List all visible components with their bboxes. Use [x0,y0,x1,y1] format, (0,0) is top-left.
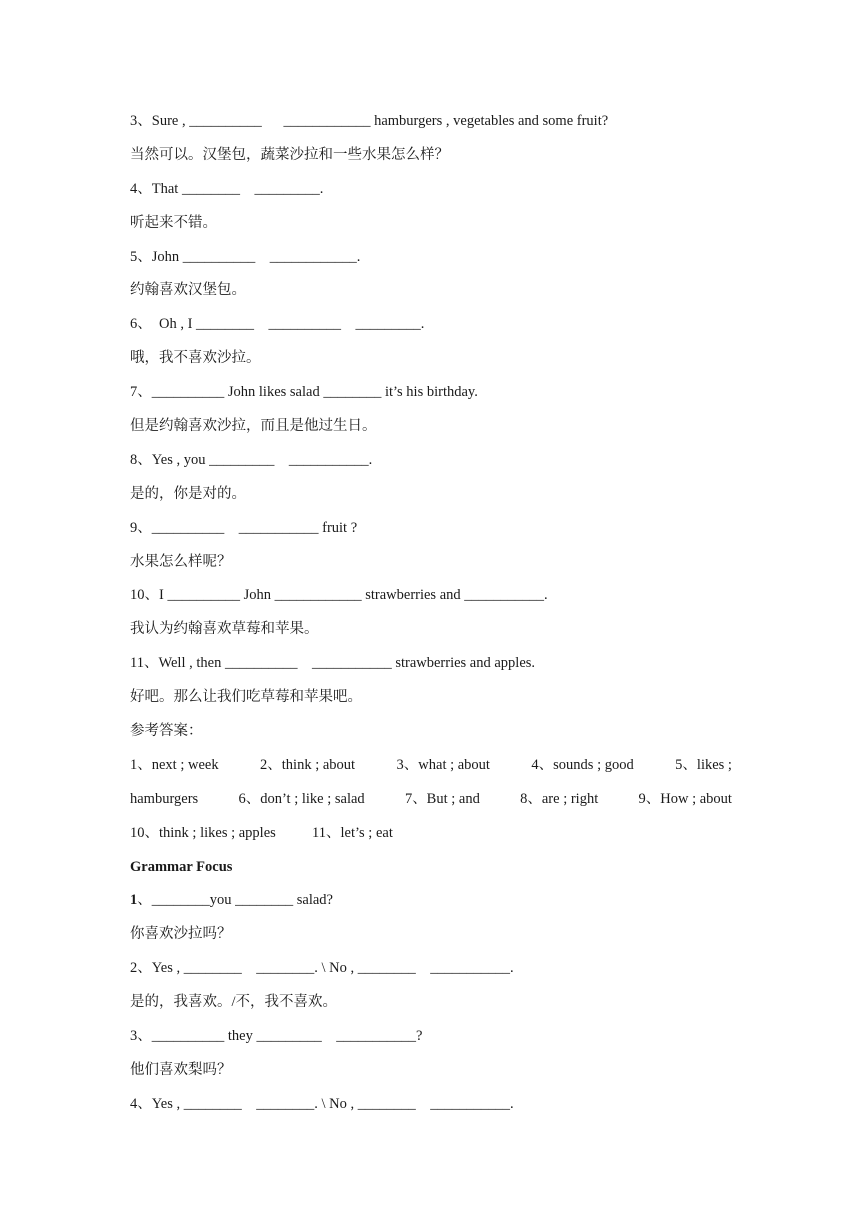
exercise-item-7-en: 7、__________ John likes salad ________ it’s his birthday. [130,384,478,401]
answer-item: 5、likes ; [675,756,732,773]
exercise-item-9-en: 9、__________ ___________ fruit ? [130,519,358,536]
answer-item: hamburgers [130,790,199,807]
grammar-item-4-en: 4、Yes , ________ ________. \ No , ________ ___________. [130,1095,514,1112]
answers-row-1 [130,752,732,786]
grammar-item-3-en: 3、__________ they _________ ___________? [130,1028,423,1045]
answer-item: 3、what ; about [396,756,490,773]
answer-item: 4、sounds ; good [531,756,634,773]
exercise-item-10-en: 10、I __________ John ____________ strawberries and ___________. [130,587,548,604]
exercise-item-5-zh: 约翰喜欢汉堡包。 [130,282,246,299]
grammar-item-3-zh: 他们喜欢梨吗？ [130,1061,232,1078]
grammar-item-1-text: 、________you ________ salad? [137,892,333,909]
exercise-item-3-zh: 当然可以。汉堡包，蔬菜沙拉和一些水果怎么样？ [130,146,449,163]
exercise-item-11-en: 11、Well , then __________ ___________ strawberries and apples. [130,655,536,672]
answer-item: 7、But ; and [404,790,480,807]
answers-heading: 参考答案： [130,723,203,740]
exercise-item-8-zh: 是的，你是对的。 [130,485,246,502]
grammar-item-1-number: 1 [130,892,138,909]
answer-item: 1、next ; week [130,756,219,773]
grammar-focus-heading: Grammar Focus [130,858,233,875]
answers-row-2 [130,786,732,820]
exercise-item-11-zh: 好吧。那么让我们吃草莓和苹果吧。 [130,689,362,706]
exercise-item-9-zh: 水果怎么样呢？ [130,553,232,570]
exercise-item-5-en: 5、John __________ ____________. [130,248,361,265]
grammar-item-2-en: 2、Yes , ________ ________. \ No , ________ ___________. [130,960,514,977]
grammar-item-1-en [130,887,750,921]
exercise-item-10-zh: 我认为约翰喜欢草莓和苹果。 [130,621,319,638]
exercise-item-4-en: 4、That ________ _________. [130,180,324,197]
document-page [130,108,750,1125]
exercise-item-6-en: 6、 Oh , I ________ __________ _________. [130,316,425,333]
exercise-item-7-zh: 但是约翰喜欢沙拉，而且是他过生日。 [130,418,377,435]
answer-item: 9、How ; about [638,790,732,807]
exercise-item-8-en: 8、Yes , you _________ ___________. [130,451,373,468]
grammar-item-1-zh: 你喜欢沙拉吗？ [130,926,232,943]
exercise-item-3-en: 3、Sure , __________ ____________ hamburgers , vegetables and some fruit? [130,113,609,129]
answer-item: 6、don’t ; like ; salad [238,790,365,807]
answer-item: 8、are ; right [520,790,599,807]
grammar-item-2-zh: 是的，我喜欢。/不，我不喜欢。 [130,994,338,1011]
answer-item: 2、think ; about [260,756,356,773]
exercise-item-6-zh: 哦，我不喜欢沙拉。 [130,350,261,367]
answers-row-3: 10、think ; likes ; apples 11、let’s ; eat [130,824,393,841]
exercise-item-4-zh: 听起来不错。 [130,214,217,231]
